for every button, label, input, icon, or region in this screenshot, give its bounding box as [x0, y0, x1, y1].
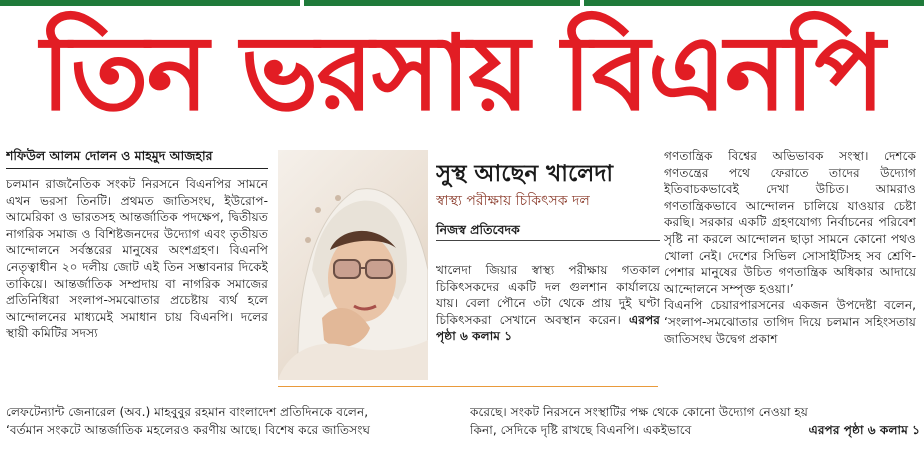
side-story-column — [436, 262, 660, 380]
top-bar-divider — [300, 0, 304, 6]
side-story-reporter: নিজস্ব প্রতিবেদক — [436, 222, 520, 237]
side-story-deck: স্বাস্থ্য পরীক্ষায় চিকিৎসক দল — [436, 193, 590, 209]
main-headline: তিন ভরসায় বিএনপি — [40, 12, 884, 134]
main-story-bottom-line-2: ‘বর্তমান সংকটে আন্তর্জাতিক মহলেরও করণীয় আছে। বিশেষ করে জাতিসংঘ — [6, 423, 371, 437]
khaleda-photo — [278, 150, 428, 380]
right-column — [664, 148, 916, 404]
main-story-jump[interactable]: এরপর পৃষ্ঠা ৬ কলাম ১ — [808, 423, 920, 437]
side-story-jump[interactable]: এরপর পৃষ্ঠা ৬ কলাম ১ — [436, 312, 660, 344]
main-story-bottom-line-3: করেছে। সংকট নিরসনে সংস্থাটির পক্ষ থেকে কোনো উদ্যোগ নেওয়া হয় — [470, 405, 808, 419]
right-column-text-1: গণতান্ত্রিক বিশ্বের অভিভাবক সংস্থা। দেশকে গণতন্ত্রের পথে ফেরাতে তাদের উদ্যোগ ইতিবাচকভাবেই দেখা উচিত। আমরাও গণতান্ত্রিকভাবে আন্দোলন চালিয়ে যাওয়ার চেষ্টা করছি। সরকার একটি গ্রহণযোগ্য নির্বাচনের পরিবেশ সৃষ্টি না করলে আন্দোলন ছাড়া সামনে কোনো পথও খোলা নেই। দেশের সিভিল সোসাইটিসহ সব শ্রেণি-পেশার মানুষের উচিত গণতান্ত্রিক অধিকার আদায়ে আন্দোলনে সম্পৃক্ত হওয়া।’ — [664, 149, 916, 296]
byline-rule — [6, 168, 268, 169]
main-story-bottom-line-4: কিনা, সেদিকে দৃষ্টি রাখছে বিএনপি। একইভাবে — [470, 423, 692, 437]
masthead-top-bar — [0, 0, 924, 6]
main-story-column — [6, 176, 268, 404]
byline: শফিউল আলম দোলন ও মাহমুদ আজহার — [6, 148, 213, 163]
main-story-bottom-line-1: লেফটেন্যান্ট জেনারেল (অব.) মাহবুবুর রহমান বাংলাদেশ প্রতিদিনকে বলেন, — [6, 405, 369, 419]
top-bar-divider — [580, 0, 584, 6]
main-story-text: চলমান রাজনৈতিক সংকট নিরসনে বিএনপির সামনে এখন ভরসা তিনটি। প্রথমত জাতিসংঘ, ইউরোপ-আমেরিকা ও ভারতসহ আন্তর্জাতিক পদক্ষেপ, দ্বিতীয়ত নাগরিক সমাজ ও বিশিষ্টজনদের উদ্যোগ এবং তৃতীয়ত আন্দোলনে সর্বস্তরের মানুষের অংশগ্রহণ। বিএনপি নেতৃত্বাধীন ২০ দলীয় জোট এই তিন সম্ভাবনার দিকেই তাকিয়ে। আন্তর্জাতিক সম্প্রদায় বা নাগরিক সমাজের প্রতিনিধিরা সংলাপ-সমঝোতার প্রচেষ্টায় ব্যর্থ হলে আন্দোলনের মাধ্যমেই সমাধান চায় বিএনপি। দলের স্থায়ী কমিটির সদস্য — [6, 177, 268, 341]
reporter-rule — [436, 240, 660, 241]
photo-rule — [278, 386, 658, 387]
right-column-text-2: বিএনপি চেয়ারপারসনের একজন উপদেষ্টা বলেন, ‘সংলাপ-সমঝোতার তাগিদ দিয়ে চলমান সহিংসতায় জাতিসংঘ উদ্বেগ প্রকাশ — [664, 298, 916, 346]
side-story-text: খালেদা জিয়ার স্বাস্থ্য পরীক্ষায় গতকাল চিকিৎসকদের একটি দল গুলশান কার্যালয়ে যায়। বেলা পৌনে ৩টা থেকে প্রায় দুই ঘণ্টা চিকিৎসকরা সেখানে অবস্থান করেন। — [436, 263, 660, 327]
side-story-headline: সুস্থ আছেন খালেদা — [436, 161, 614, 187]
portrait-illustration — [278, 150, 428, 380]
